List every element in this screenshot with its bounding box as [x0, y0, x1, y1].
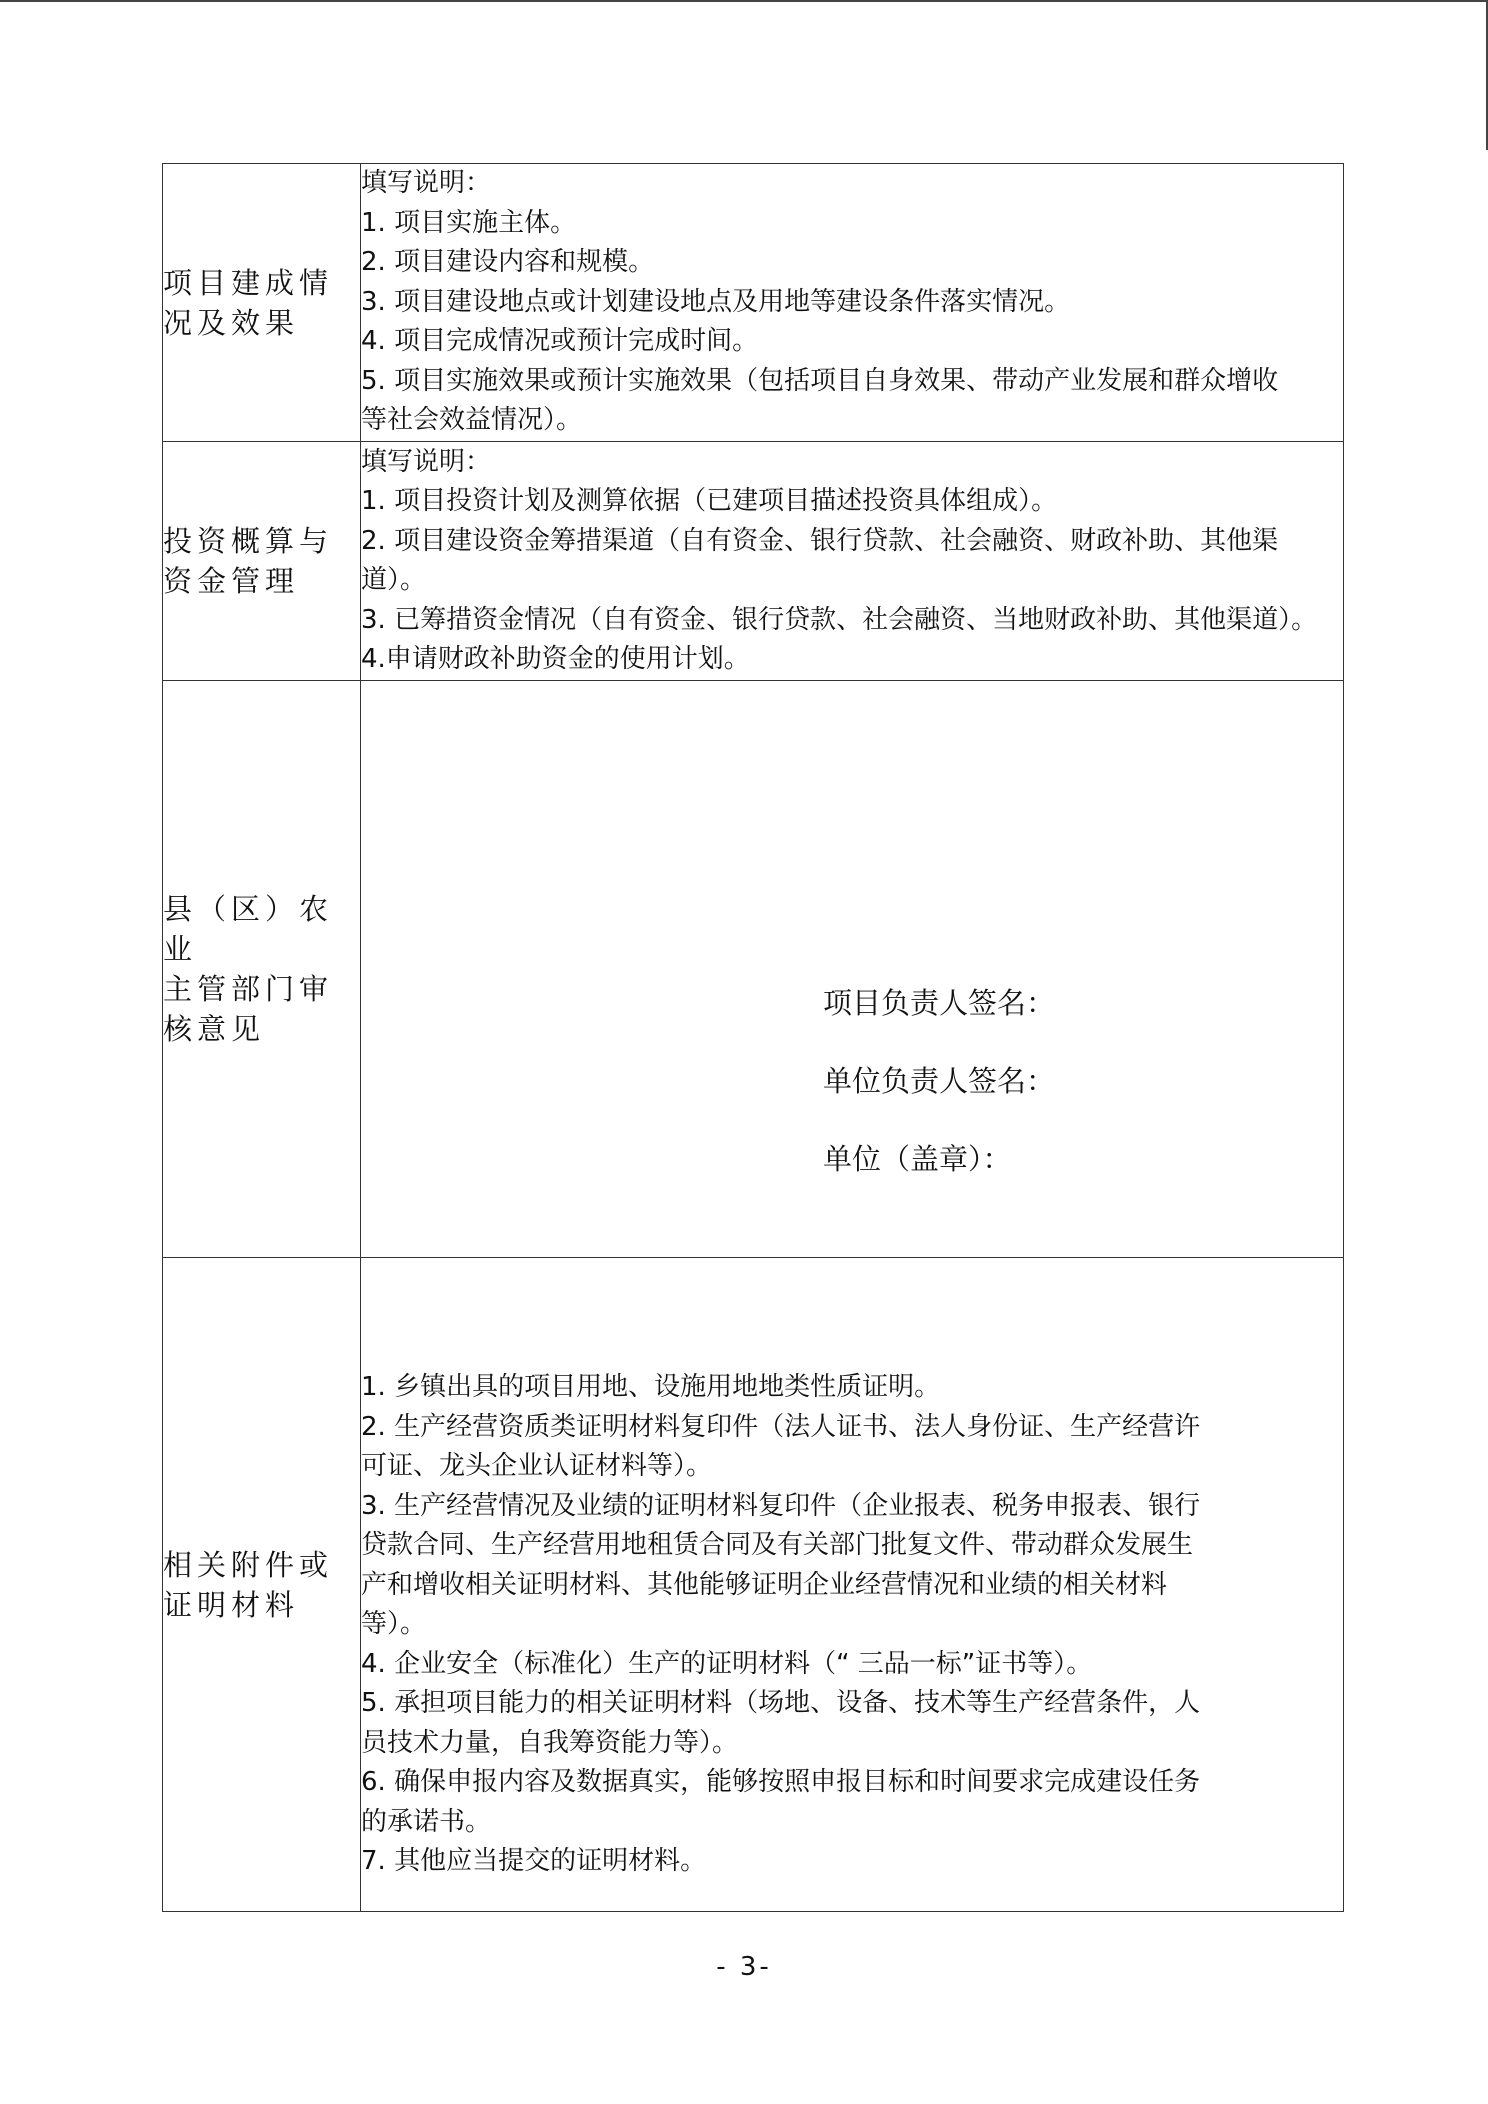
table-row-attachments [163, 1258, 1344, 1912]
table-row-investment-budget [163, 442, 1344, 681]
construction-status-field[interactable] [361, 164, 1344, 442]
attachment-line: 6. 确保申报内容及数据真实，能够按照申报目标和时间要求完成建设任务 [361, 1767, 1201, 1797]
instruction-line: 2. 项目建设资金筹措渠道（自有资金、银行贷款、社会融资、财政补助、其他渠 [361, 525, 1279, 556]
instruction-line: 填写说明： [361, 446, 492, 477]
label-line: 主管部门审 [163, 972, 334, 1006]
attachment-line: 可证、龙头企业认证材料等）。 [361, 1451, 713, 1481]
label-line: 核意见 [163, 1012, 266, 1046]
label-line: 投资概算与 [163, 524, 334, 558]
attachments-field[interactable] [361, 1258, 1344, 1912]
attachment-line: 产和增收相关证明材料、其他能够证明企业经营情况和业绩的相关材料 [361, 1569, 1168, 1600]
attachment-line: 3. 生产经营情况及业绩的证明材料复印件（企业报表、税务申报表、银行 [361, 1490, 1201, 1521]
instruction-line: 5. 项目实施效果或预计实施效果（包括项目自身效果、带动产业发展和群众增收 [361, 365, 1279, 396]
page-number: - 3- [716, 1952, 772, 1982]
table-row-construction-status [163, 164, 1344, 442]
instruction-line: 2. 项目建设内容和规模。 [361, 247, 655, 278]
label-line: 项目建成情 [163, 265, 334, 300]
row-label-attachments [163, 1258, 361, 1912]
unit-seal-label: 单位（盖章）： [823, 1142, 1012, 1176]
attachment-line: 2. 生产经营资质类证明材料复印件（法人证书、法人身份证、生产经营许 [361, 1411, 1201, 1442]
label-line: 资金管理 [163, 564, 300, 598]
label-line: 相关附件或 [163, 1547, 334, 1582]
instruction-line: 4.申请财政补助资金的使用计划。 [361, 644, 750, 674]
row-label-construction-status [163, 164, 361, 442]
instruction-line: 1. 项目实施主体。 [361, 207, 577, 238]
attachment-line: 贷款合同、生产经营用地租赁合同及有关部门批复文件、带动群众发展生 [361, 1530, 1194, 1560]
instruction-line: 3. 项目建设地点或计划建设地点及用地等建设条件落实情况。 [361, 286, 1071, 317]
page-top-border [0, 0, 1488, 2]
attachment-line: 7. 其他应当提交的证明材料。 [361, 1846, 707, 1876]
label-line: 证明材料 [163, 1587, 300, 1622]
row-label-review-opinion [163, 681, 361, 1258]
project-lead-signature-label: 项目负责人签名： [823, 986, 1056, 1020]
label-line: 况及效果 [163, 305, 300, 340]
instruction-line: 4. 项目完成情况或预计完成时间。 [361, 326, 759, 357]
attachment-line: 5. 承担项目能力的相关证明材料（场地、设备、技术等生产经营条件，人 [361, 1688, 1201, 1718]
instruction-line: 等社会效益情况）。 [361, 405, 583, 436]
label-line: 县（区）农业 [163, 892, 334, 966]
investment-budget-field[interactable] [361, 442, 1344, 681]
attachment-line: 4. 企业安全（标准化）生产的证明材料（“ 三品一标”证书等）。 [361, 1648, 1093, 1679]
application-form-table [162, 163, 1344, 1912]
row-label-investment-budget [163, 442, 361, 681]
attachment-line: 的承诺书。 [361, 1806, 492, 1837]
table-row-review-opinion [163, 681, 1344, 1258]
unit-lead-signature-label: 单位负责人签名： [823, 1064, 1056, 1098]
attachment-line: 等）。 [361, 1609, 427, 1639]
instruction-line: 道）。 [361, 565, 427, 595]
attachment-line: 1. 乡镇出具的项目用地、设施用地地类性质证明。 [361, 1372, 941, 1402]
review-opinion-field[interactable] [361, 681, 1344, 1258]
instruction-line: 3. 已筹措资金情况（自有资金、银行贷款、社会融资、当地财政补助、其他渠道）。 [361, 604, 1318, 635]
attachment-line: 员技术力量，自我筹资能力等）。 [361, 1727, 739, 1758]
instruction-line: 1. 项目投资计划及测算依据（已建项目描述投资具体组成）。 [361, 486, 1058, 516]
instruction-line: 填写说明： [361, 168, 492, 199]
